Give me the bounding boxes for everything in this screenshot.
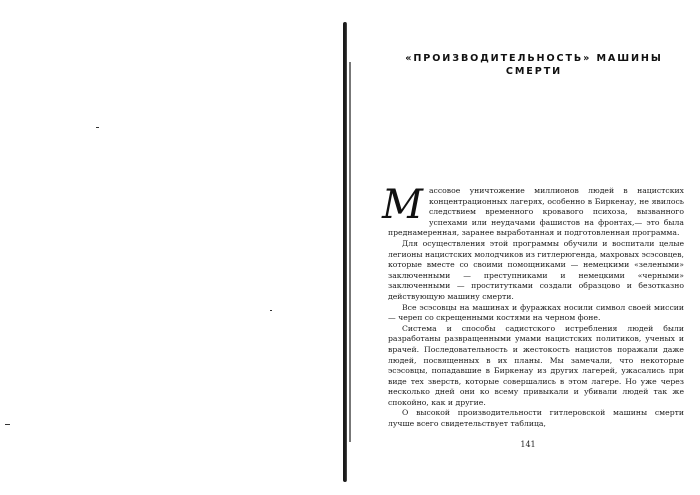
drop-cap: М [382,182,423,228]
paragraph-1-text: ассовое уничтожение миллионов людей в нацистских концентрационных лагерях, особенно в Биркенау, не явилось следствием временного кровавого психоза, вызванного успехами или неудачами фашистов на фронтах,— это была преднамеренная, заранее выработанная и подготовленная программа. [388,186,684,238]
paragraph-2: Для осуществления этой программы обучили и воспитали целые легионы нацистских молодчиков из гитлерюгенда, махровых эсэсовцев, которые вместе со своими помощниками — немецкими «зелеными» заключенными — преступниками и немецкими «черными» заключенными — проститутками создали образцово и безотказно действующую машину смерти. [388,238,684,301]
scan-speck [5,424,10,425]
paragraph-4: Система и способы садистского истребления людей были разработаны развращенными умами нацистских политиков, ученых и врачей. Последовательность и жестокость нацистов поражали даже людей, посвященных в их планы. Мы замечали, что некоторые эсэсовцы, попадавшие в Биркенау из других лагерей, ужасались при виде тех зверств, которые совершались в этом лагере. Но уже через несколько дней они ко всему привыкали и убивали людей так же спокойно, как и другие. [388,323,684,407]
book-gutter [337,22,355,482]
paragraph-3: Все эсэсовцы на машинах и фуражках носили символ своей миссии — череп со скрещенными костями на черном фоне. [388,302,684,323]
scan-speck [96,127,99,128]
left-blank-page [0,0,340,495]
page-number: 141 [520,440,536,449]
chapter-title: «ПРОИЗВОДИТЕЛЬНОСТЬ» МАШИНЫ СМЕРТИ [405,53,663,77]
right-text-page [356,0,700,495]
body-text [382,182,684,430]
paragraph-5: О высокой производительности гитлеровской машины смерти лучше всего свидетельствует таблица, [388,408,684,429]
page-edge [349,62,351,442]
scan-speck [270,310,272,311]
gutter-shadow [343,22,347,482]
paragraph-1 [382,182,684,239]
